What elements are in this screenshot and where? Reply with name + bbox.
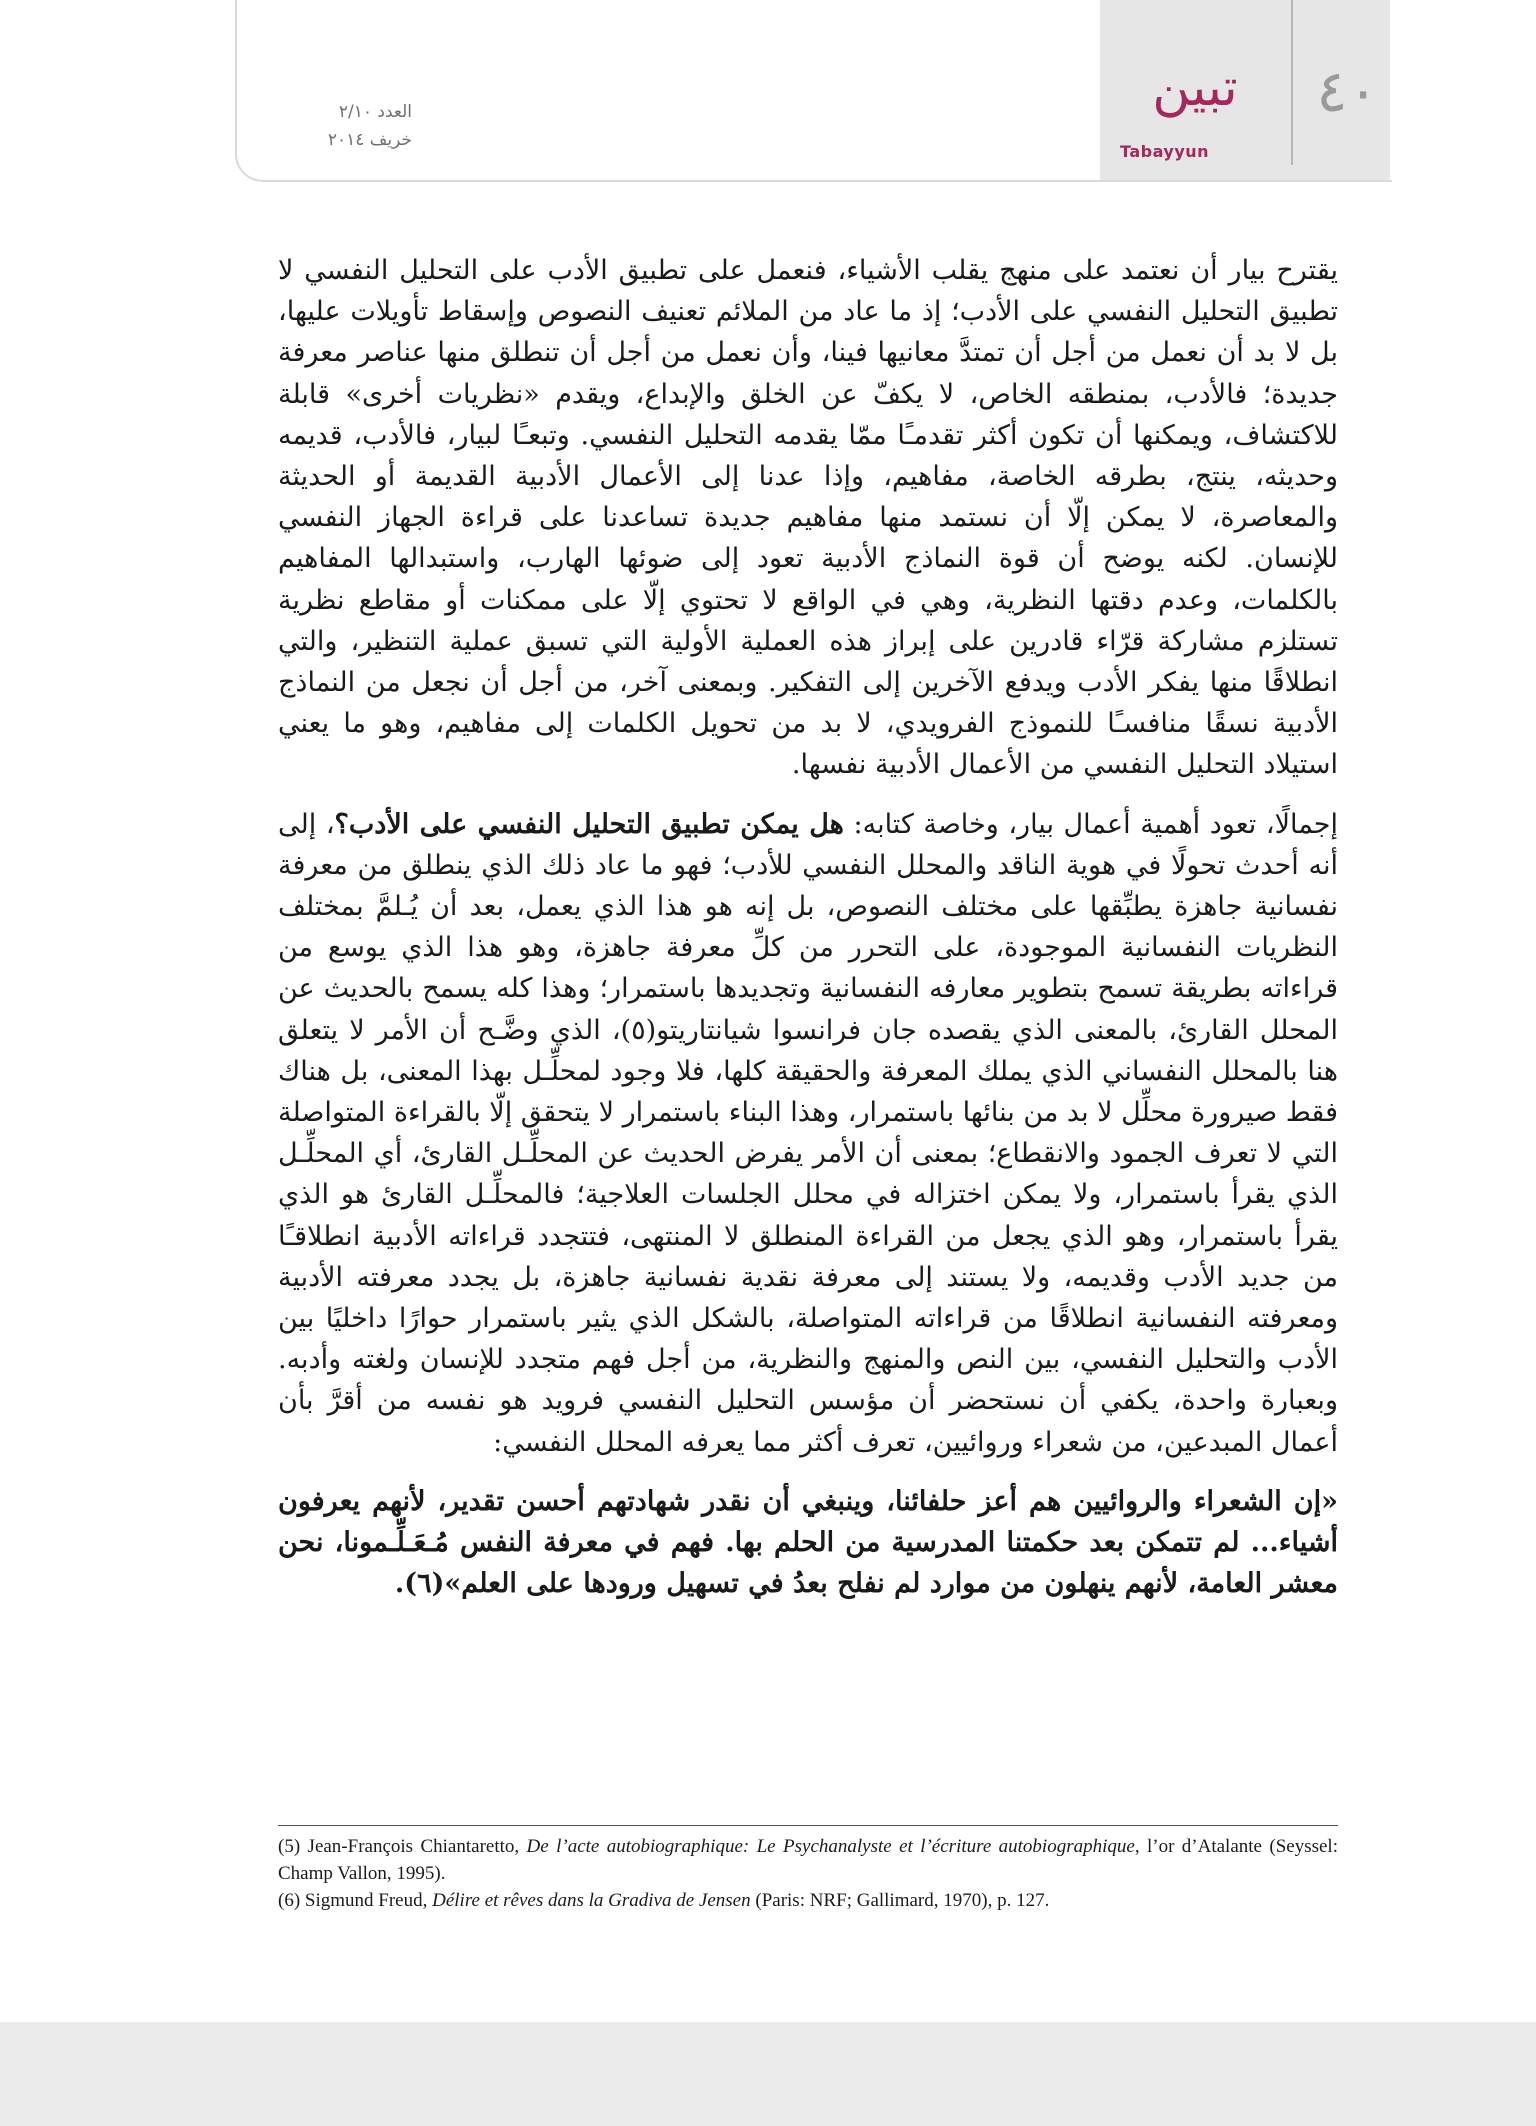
footnote-5-publisher: , l’or d’Atalante (Seyssel: Champ Vallon, 1995). xyxy=(278,1836,1338,1884)
footnote-rule xyxy=(278,1825,1338,1826)
footnote-5-author: (5) Jean-François Chiantaretto, xyxy=(278,1836,527,1857)
footnotes xyxy=(278,1833,1338,1914)
footnote-5 xyxy=(278,1833,1338,1887)
issue-number: العدد ٢/١٠ xyxy=(338,102,412,122)
journal-logo-arabic: تبين xyxy=(1152,58,1238,118)
journal-logo-latin: Tabayyun xyxy=(1120,142,1210,161)
issue-season: خريف ٢٠١٤ xyxy=(327,130,412,150)
paragraph-2-rest: ، إلى أنه أحدث تحولًا في هوية الناقد والمحلل النفسي للأدب؛ فهو ما عاد ذلك الذي ينطلق من معرفة نفسانية جاهزة يطبِّقها على مختلف النصوص، بل إنه هو هذا الذي يعمل، بعد أن يُـلمَّ بمختلف النظريات النفسانية الموجودة، على التحرر من كلِّ معرفة جاهزة، وهو هذا الذي يوسع من قراءاته بطريقة تسمح بتطوير معارفه النفسانية وتجديدها باستمرار؛ وهذا كله يسمح بالحديث عن المحلل القارئ، بالمعنى الذي يقصده جان فرانسوا شيانتاريتو(٥)، الذي وضَّـح أن الأمر لا يتعلق هنا بالمحلل النفساني الذي يملك المعرفة والحقيقة كلها، فلا وجود لمحلِّـل بهذا المعنى، بل هناك فقط صيرورة محلِّل لا بد من بنائها باستمرار، وهذا البناء باستمرار لا يتحقق إلّا بالقراءة المتواصلة التي لا تعرف الجمود والانقطاع؛ بمعنى أن الأمر يفرض الحديث عن المحلِّـل القارئ، أي المحلِّـل الذي يقرأ باستمرار، ولا يمكن اختزاله في محلل الجلسات العلاجية؛ فالمحلِّـل القارئ هو الذي يقرأ باستمرار، وهو الذي يجعل من القراءة المنطلق لا المنتهى، فتتجدد قراءاته الأدبية انطلاقـًا من جديد الأدب وقديمه، ولا يستند إلى معرفة نقدية نفسانية جاهزة، بل يجدد معرفته الأدبية ومعرفته النفسانية انطلاقًا من قراءاته المتواصلة، بالشكل الذي يثير باستمرار حوارًا داخليًا بين الأدب والتحليل النفسي، بين النص والمنهج والنظرية، من أجل فهم متجدد للإنسان ولغته وأدبه. وبعبارة واحدة، يكفي أن نستحضر أن مؤسس التحليل النفسي فرويد هو نفسه من أقرَّ بأن أعمال المبدعين، من شعراء وروائيين، تعرف أكثر مما يعرفه المحلل النفسي: xyxy=(277,808,1338,1458)
paragraph-1: يقترح بيار أن نعتمد على منهج يقلب الأشياء، فنعمل على تطبيق الأدب على التحليل النفسي لا تطبيق التحليل النفسي على الأدب؛ إذ ما عاد من الملائم تعنيف النصوص وإسقاط تأويلات عليها، بل لا بد أن نعمل من أجل أن تمتدَّ معانيها فينا، وأن نعمل من أجل أن تنطلق منها عناصر معرفة جديدة؛ فالأدب، بمنطقه الخاص، لا يكفّ عن الخلق والإبداع، ويقدم «نظريات أخرى» قابلة للاكتشاف، ويمكنها أن تكون أكثر تقدمـًا ممّا يقدمه التحليل النفسي. وتبعـًا لبيار، فالأدب، قديمه وحديثه، ينتج، بطرقه الخاصة، مفاهيم، وإذا عدنا إلى الأعمال الأدبية القديمة أو الحديثة والمعاصرة، لا يمكن إلّا أن نستمد منها مفاهيم جديدة تساعدنا على قراءة الجهاز النفسي للإنسان. لكنه يوضح أن قوة النماذج الأدبية تعود إلى ضوئها الهارب، واستبدالها المفاهيم بالكلمات، وعدم دقتها النظرية، وهي في الواقع لا تحتوي إلّا على ممكنات أو مقاطع نظرية تستلزم مشاركة قرّاء قادرين على إبراز هذه العملية الأولية التي تسبق عملية التنظير، والتي انطلاقًا منها يفكر الأدب ويدفع الآخرين إلى التفكير. وبمعنى آخر، من أجل أن نجعل من النماذج الأدبية نسقًا منافسـًا للنموذج الفرويدي، لا بد من تحويل الكلمات إلى مفاهيم، وهو ما يعني استيلاد التحليل النفسي من الأعمال الأدبية نفسها. xyxy=(278,255,1338,781)
header-divider xyxy=(1291,0,1293,165)
footnote-6-author: (6) Sigmund Freud, xyxy=(278,1890,433,1911)
book-title: هل يمكن تطبيق التحليل النفسي على الأدب؟ xyxy=(334,808,844,840)
freud-quote: «إن الشعراء والروائيين هم أعز حلفائنا، وينبغي أن نقدر شهادتهم أحسن تقدير، لأنهم يعرفون أشياء... لم تتمكن بعد حكمتنا المدرسية من الحلم بها. فهم في معرفة النفس مُـعَـلِّـمونا، نحن معشر العامة، لأنهم ينهلون من موارد لم نفلح بعدُ في تسهيل ورودها على العلم»(٦). xyxy=(278,1485,1338,1600)
footnote-5-title: De l’acte autobiographique: Le Psychanalyste et l’écriture autobiographique xyxy=(526,1836,1135,1857)
article-body xyxy=(278,250,1338,1623)
issue-info xyxy=(272,98,412,154)
page-bottom-margin xyxy=(0,2022,1536,2126)
footnote-6-publisher: (Paris: NRF; Gallimard, 1970), p. 127. xyxy=(750,1890,1050,1911)
paragraph-2-start: إجمالًا، تعود أهمية أعمال بيار، وخاصة كتابه: xyxy=(843,808,1339,840)
footnote-6 xyxy=(278,1887,1338,1914)
paragraph-2 xyxy=(278,804,1338,1463)
footnote-6-title: Délire et rêves dans la Gradiva de Jensen xyxy=(432,1890,751,1911)
page-number: ٤٠ xyxy=(1316,57,1379,125)
